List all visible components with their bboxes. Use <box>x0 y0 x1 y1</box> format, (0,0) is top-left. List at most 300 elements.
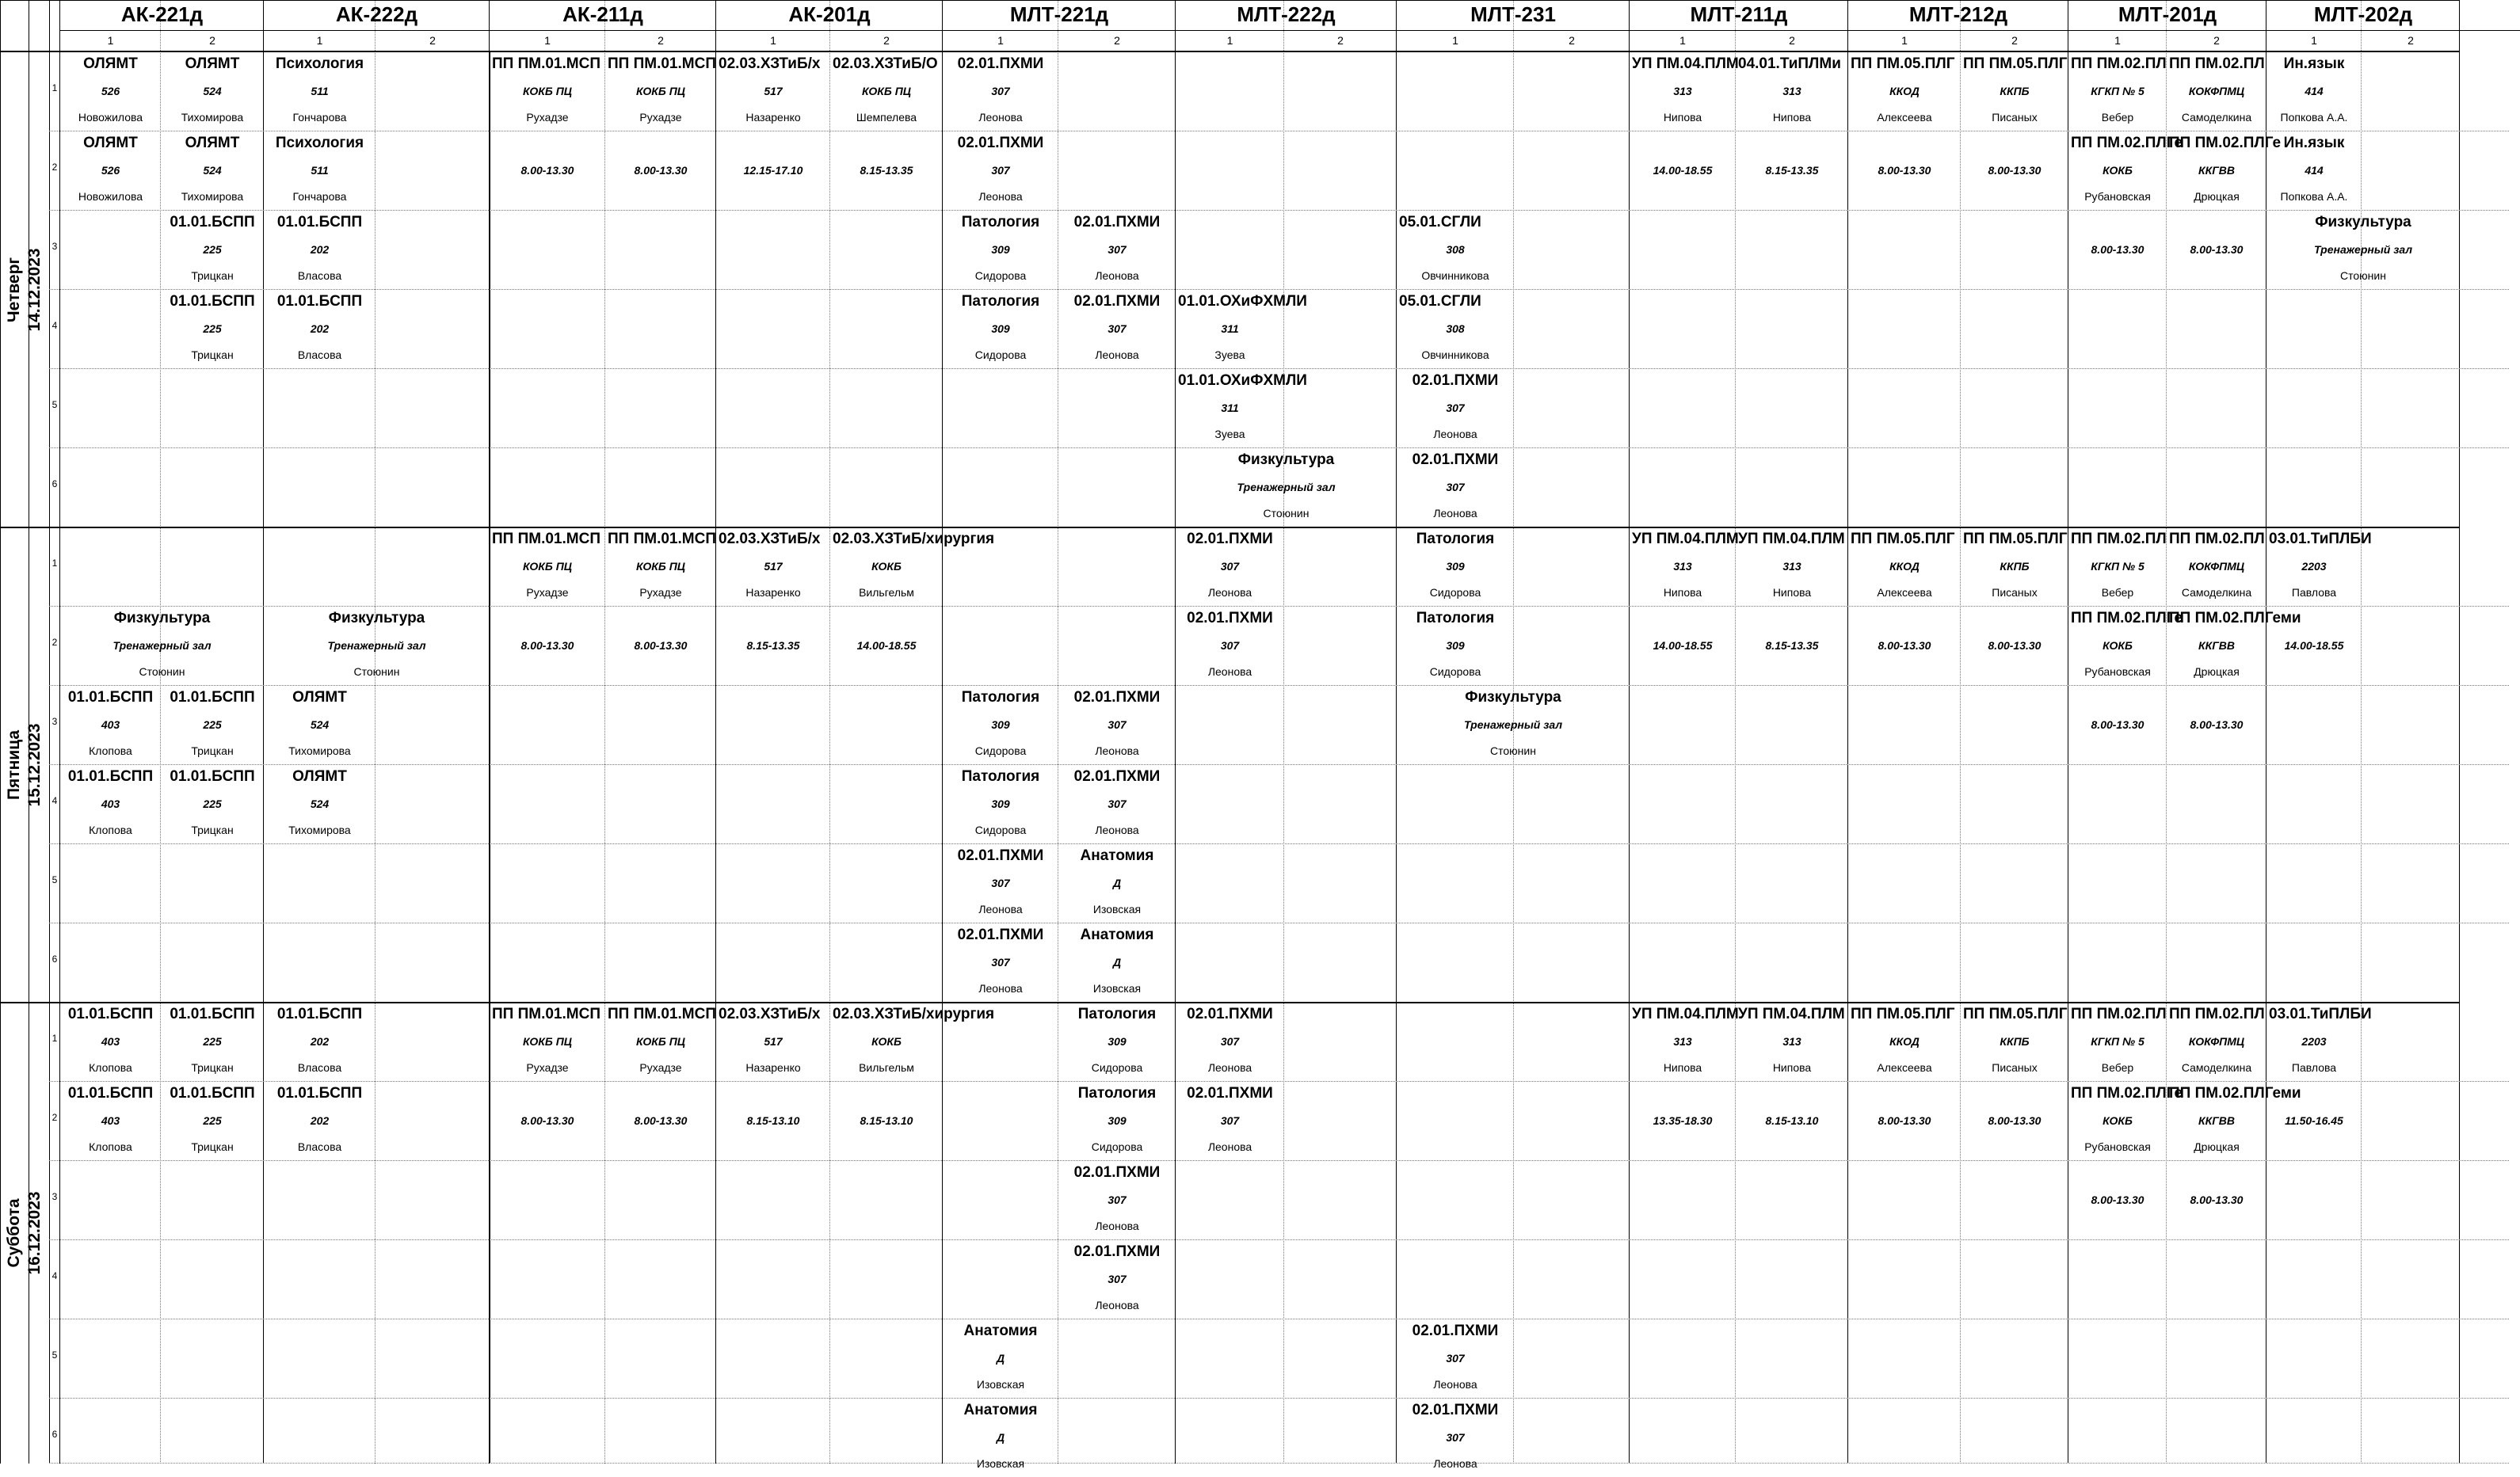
lesson-cell[interactable] <box>1397 1399 1514 1477</box>
room: 8.00-13.30 <box>1878 1114 1931 1127</box>
lesson-cell[interactable] <box>830 607 943 685</box>
lesson-cell[interactable] <box>1630 1003 1739 1081</box>
lesson-cell[interactable] <box>60 1082 161 1160</box>
subject: УП ПМ.04.ПЛМ <box>1738 531 1845 547</box>
room: 309 <box>1108 1114 1127 1127</box>
lesson-cell[interactable] <box>605 1082 716 1160</box>
teacher: Изовская <box>976 1378 1025 1391</box>
group-header[interactable]: МЛТ-212д <box>1908 2 2008 26</box>
lesson-cell[interactable] <box>605 52 716 131</box>
lesson-cell[interactable] <box>490 527 605 606</box>
teacher: Леонова <box>1095 1220 1139 1232</box>
subject: 01.01.БСПП <box>276 214 363 230</box>
teacher: Дрюцкая <box>2194 1140 2240 1153</box>
period-number: 1 <box>51 558 58 569</box>
lesson-cell[interactable] <box>1397 211 1514 289</box>
teacher: Рухадзе <box>639 111 682 124</box>
teacher: Леонова <box>978 982 1023 995</box>
subgroup-number: 2 <box>2011 34 2018 47</box>
lesson-cell[interactable] <box>943 1399 1058 1477</box>
lesson-cell[interactable] <box>1058 844 1176 923</box>
lesson-cell[interactable] <box>716 607 830 685</box>
room: КГКП № 5 <box>2091 1035 2144 1048</box>
group-header[interactable]: МЛТ-202д <box>2313 2 2413 26</box>
subgroup-number: 1 <box>107 34 114 47</box>
room: 309 <box>991 718 1010 731</box>
teacher: Леонова <box>1433 428 1477 440</box>
room: 308 <box>1446 322 1465 335</box>
lesson-cell[interactable] <box>60 131 161 210</box>
teacher: Леонова <box>1433 1457 1477 1470</box>
teacher: Назаренко <box>745 586 801 599</box>
lesson-cell[interactable] <box>716 527 830 606</box>
lesson-cell[interactable] <box>1848 607 1961 685</box>
lesson-cell[interactable] <box>264 686 376 764</box>
lesson-cell[interactable] <box>2266 1003 2372 1081</box>
subject: Ин.язык <box>2283 55 2345 72</box>
room: 8.15-13.10 <box>1765 1114 1819 1127</box>
teacher: Сидорова <box>1429 665 1481 678</box>
subgroup-number: 1 <box>997 34 1004 47</box>
lesson-cell[interactable] <box>60 607 264 685</box>
subject: 02.03.ХЗТиБ/хирургия <box>833 1006 995 1022</box>
lesson-cell[interactable] <box>161 131 264 210</box>
lesson-cell[interactable] <box>1058 1240 1176 1319</box>
room: ККОД <box>1889 560 1920 573</box>
lesson-cell[interactable] <box>1176 1003 1284 1081</box>
lesson-cell[interactable] <box>1397 290 1514 368</box>
subject: Физкультура <box>1465 689 1561 706</box>
room: 403 <box>101 798 120 810</box>
lesson-cell[interactable] <box>2068 211 2167 289</box>
room: 11.50-16.45 <box>2285 1114 2343 1127</box>
group-header[interactable]: МЛТ-222д <box>1237 2 1336 26</box>
teacher: Леонова <box>1095 348 1139 361</box>
lesson-cell[interactable] <box>1397 607 1514 685</box>
lesson-cell[interactable] <box>264 131 376 210</box>
lesson-cell[interactable] <box>161 290 264 368</box>
lesson-cell[interactable] <box>943 131 1058 210</box>
lesson-cell[interactable] <box>943 52 1058 131</box>
lesson-cell[interactable] <box>2167 131 2282 210</box>
lesson-cell[interactable] <box>490 607 605 685</box>
lesson-cell[interactable] <box>161 765 264 843</box>
teacher: Назаренко <box>745 1061 801 1074</box>
group-header[interactable]: АК-211д <box>562 2 643 26</box>
room: ККПБ <box>2000 85 2030 97</box>
lesson-cell[interactable] <box>2068 686 2167 764</box>
lesson-cell[interactable] <box>1961 1082 2068 1160</box>
lesson-cell[interactable] <box>2167 52 2266 131</box>
lesson-cell[interactable] <box>1961 607 2068 685</box>
subject: Анатомия <box>963 1323 1038 1339</box>
subgroup-number: 1 <box>1679 34 1686 47</box>
subgroup-number: 2 <box>883 34 890 47</box>
teacher: Писаных <box>1992 586 2038 599</box>
lesson-cell[interactable] <box>1176 448 1397 527</box>
subject: 02.01.ПХМИ <box>1412 1323 1499 1339</box>
lesson-cell[interactable] <box>60 765 161 843</box>
room: 524 <box>310 798 330 810</box>
lesson-cell[interactable] <box>161 686 264 764</box>
lesson-cell[interactable] <box>1961 1003 2068 1081</box>
grid-line-vertical <box>829 0 830 1464</box>
lesson-cell[interactable] <box>2167 607 2301 685</box>
room: 309 <box>991 322 1010 335</box>
group-header[interactable]: АК-221д <box>120 2 204 26</box>
lesson-cell[interactable] <box>264 607 490 685</box>
teacher: Леонова <box>1433 1378 1477 1391</box>
lesson-cell[interactable] <box>2167 1003 2266 1081</box>
room: ККПБ <box>2000 1035 2030 1048</box>
lesson-cell[interactable] <box>716 52 830 131</box>
room: 8.00-13.30 <box>520 164 574 177</box>
lesson-cell[interactable] <box>264 1003 376 1081</box>
room: 511 <box>311 85 329 97</box>
lesson-cell[interactable] <box>830 527 995 606</box>
subject: 02.03.ХЗТиБ/х <box>719 55 821 72</box>
teacher: Нипова <box>1663 1061 1702 1074</box>
teacher: Писаных <box>1992 111 2038 124</box>
lesson-cell[interactable] <box>1630 52 1739 131</box>
subject: 01.01.ОХиФХМЛИ <box>1178 293 1307 310</box>
subject: 02.01.ПХМИ <box>1412 451 1499 468</box>
room: 524 <box>203 85 222 97</box>
room: 225 <box>203 1114 222 1127</box>
lesson-cell[interactable] <box>161 211 264 289</box>
grid-line-horizontal <box>49 843 2509 844</box>
room: 202 <box>310 1114 330 1127</box>
lesson-cell[interactable] <box>1848 527 1961 606</box>
lesson-cell[interactable] <box>1736 131 1848 210</box>
lesson-cell[interactable] <box>1848 1082 1961 1160</box>
room: 8.00-13.30 <box>1988 1114 2042 1127</box>
lesson-cell[interactable] <box>1961 527 2068 606</box>
lesson-cell[interactable] <box>2167 211 2266 289</box>
group-header[interactable]: АК-201д <box>788 2 871 26</box>
teacher: Новожилова <box>78 190 143 203</box>
subject: ПП ПМ.01.МСП <box>608 1006 716 1022</box>
lesson-cell[interactable] <box>2167 527 2266 606</box>
subject: ПП ПМ.05.ПЛГ <box>1851 1006 1955 1022</box>
lesson-cell[interactable] <box>1630 607 1736 685</box>
room: КГКП № 5 <box>2091 85 2144 97</box>
teacher: Нипова <box>1772 111 1812 124</box>
lesson-cell[interactable] <box>1058 1003 1176 1081</box>
room: 8.00-13.30 <box>1878 164 1931 177</box>
subject: УП ПМ.04.ПЛМ <box>1632 55 1739 72</box>
day-label <box>0 52 49 527</box>
lesson-cell[interactable] <box>2266 52 2362 131</box>
grid-line-horizontal <box>49 764 2509 765</box>
lesson-cell[interactable] <box>1058 290 1176 368</box>
teacher: Изовская <box>1092 903 1142 916</box>
teacher: Изовская <box>1092 982 1142 995</box>
lesson-cell[interactable] <box>943 844 1058 923</box>
subject: ПП ПМ.05.ПЛГ <box>1963 1006 2068 1022</box>
subject: ПП ПМ.02.ПЛ <box>2169 531 2265 547</box>
lesson-cell[interactable] <box>1736 1082 1848 1160</box>
lesson-cell[interactable] <box>2068 607 2183 685</box>
weekday: Пятница <box>5 729 23 801</box>
grid-line-horizontal <box>49 1463 2509 1464</box>
room: КОКБ ПЦ <box>636 560 685 573</box>
lesson-cell[interactable] <box>1058 1082 1176 1160</box>
lesson-cell[interactable] <box>1397 369 1514 447</box>
room: 8.00-13.30 <box>1988 639 2042 652</box>
teacher: Стоюнин <box>2340 269 2386 282</box>
lesson-cell[interactable] <box>716 1082 830 1160</box>
lesson-cell[interactable] <box>943 290 1058 368</box>
weekday: Суббота <box>5 1198 23 1268</box>
period-number: 3 <box>51 241 58 252</box>
teacher: Власова <box>297 1140 342 1153</box>
lesson-cell[interactable] <box>1630 131 1736 210</box>
lesson-cell[interactable] <box>943 211 1058 289</box>
lesson-cell[interactable] <box>1397 1319 1514 1398</box>
group-header[interactable]: МЛТ-201д <box>2118 2 2217 26</box>
room: 313 <box>1782 85 1801 97</box>
room: 2203 <box>2301 1035 2327 1048</box>
lesson-cell[interactable] <box>1058 211 1176 289</box>
lesson-cell[interactable] <box>943 765 1058 843</box>
lesson-cell[interactable] <box>264 1082 376 1160</box>
lesson-cell[interactable] <box>161 52 264 131</box>
teacher: Вебер <box>2101 111 2134 124</box>
subject: Патология <box>1416 610 1495 626</box>
subject: 02.01.ПХМИ <box>957 135 1044 151</box>
lesson-cell[interactable] <box>1848 52 1961 131</box>
subject: ОЛЯМТ <box>185 135 240 151</box>
teacher: Леонова <box>1207 1140 1252 1153</box>
lesson-cell[interactable] <box>943 923 1058 1002</box>
teacher: Трицкан <box>191 348 234 361</box>
teacher: Вебер <box>2101 586 2134 599</box>
lesson-cell[interactable] <box>1397 527 1514 606</box>
room: 225 <box>203 718 222 731</box>
lesson-cell[interactable] <box>605 131 716 210</box>
lesson-cell[interactable] <box>2068 527 2167 606</box>
subject: 01.01.БСПП <box>67 1085 154 1102</box>
subject: Психология <box>275 55 364 72</box>
lesson-cell[interactable] <box>605 607 716 685</box>
subject: Анатомия <box>1080 847 1154 864</box>
room: ККГВВ <box>2198 639 2236 652</box>
lesson-cell[interactable] <box>830 1082 943 1160</box>
lesson-cell[interactable] <box>716 131 830 210</box>
lesson-cell[interactable] <box>2068 52 2167 131</box>
lesson-cell[interactable] <box>2266 527 2372 606</box>
room: 313 <box>1673 560 1692 573</box>
room: 8.00-13.30 <box>520 639 574 652</box>
subject: Патология <box>961 768 1040 785</box>
lesson-cell[interactable] <box>1176 369 1307 447</box>
lesson-cell[interactable] <box>943 1319 1058 1398</box>
room: 2203 <box>2301 560 2327 573</box>
room: 309 <box>1108 1035 1127 1048</box>
room: 14.00-18.55 <box>856 639 917 652</box>
subject: 01.01.БСПП <box>170 1006 255 1022</box>
lesson-cell[interactable] <box>490 131 605 210</box>
lesson-cell[interactable] <box>1961 52 2068 131</box>
room: 517 <box>764 1035 783 1048</box>
lesson-cell[interactable] <box>2068 1082 2183 1160</box>
lesson-cell[interactable] <box>264 765 376 843</box>
room: 8.15-13.35 <box>1765 164 1819 177</box>
lesson-cell[interactable] <box>2068 1161 2167 1239</box>
subject: Патология <box>1077 1006 1157 1022</box>
room: 8.00-13.30 <box>1878 639 1931 652</box>
room: 517 <box>764 85 783 97</box>
lesson-cell[interactable] <box>264 52 376 131</box>
lesson-cell[interactable] <box>1058 1161 1176 1239</box>
grid-line-vertical <box>1283 0 1284 1464</box>
teacher: Овчинникова <box>1421 348 1489 361</box>
subject: 01.01.БСПП <box>67 768 154 785</box>
lesson-cell[interactable] <box>716 1003 830 1081</box>
teacher: Клопова <box>89 1061 132 1074</box>
lesson-cell[interactable] <box>1848 1003 1961 1081</box>
teacher: Стоюнин <box>139 665 185 678</box>
subject: 02.03.ХЗТиБ/х <box>719 531 821 547</box>
subgroup-number: 2 <box>1337 34 1344 47</box>
teacher: Изовская <box>976 1457 1025 1470</box>
lesson-cell[interactable] <box>1736 527 1848 606</box>
lesson-cell[interactable] <box>2266 607 2362 685</box>
lesson-cell[interactable] <box>1630 527 1739 606</box>
subgroup-number: 1 <box>544 34 551 47</box>
lesson-cell[interactable] <box>2266 211 2460 289</box>
group-header[interactable]: МЛТ-231 <box>1470 2 1556 26</box>
lesson-cell[interactable] <box>2266 131 2362 210</box>
day-label-text <box>4 1191 45 1274</box>
lesson-cell[interactable] <box>490 1082 605 1160</box>
lesson-cell[interactable] <box>2266 1082 2362 1160</box>
subject: 02.03.ХЗТиБ/О <box>833 55 938 72</box>
subject: Психология <box>275 135 364 151</box>
lesson-cell[interactable] <box>830 52 943 131</box>
group-header[interactable]: МЛТ-221д <box>1009 2 1109 26</box>
lesson-cell[interactable] <box>1176 527 1284 606</box>
subgroup-number: 2 <box>2213 34 2220 47</box>
lesson-cell[interactable] <box>490 1003 605 1081</box>
grid-line-horizontal <box>49 1398 2509 1399</box>
lesson-cell[interactable] <box>2068 131 2183 210</box>
day-label <box>0 1003 49 1464</box>
period-number: 5 <box>51 1349 58 1361</box>
subject: 01.01.ОХиФХМЛИ <box>1178 372 1307 389</box>
subgroup-number: 1 <box>316 34 323 47</box>
lesson-cell[interactable] <box>1058 923 1176 1002</box>
lesson-cell[interactable] <box>2068 1003 2167 1081</box>
lesson-cell[interactable] <box>1397 448 1514 527</box>
teacher: Рубановская <box>2084 190 2151 203</box>
lesson-cell[interactable] <box>830 131 943 210</box>
teacher: Леонова <box>1207 1061 1252 1074</box>
teacher: Дрюцкая <box>2194 190 2240 203</box>
room: 307 <box>1108 243 1127 256</box>
room: КОКБ <box>2103 1114 2133 1127</box>
lesson-cell[interactable] <box>605 1003 716 1081</box>
group-header[interactable]: АК-222д <box>335 2 418 26</box>
lesson-cell[interactable] <box>1397 686 1630 764</box>
subgroup-number: 1 <box>1901 34 1908 47</box>
lesson-cell[interactable] <box>1848 131 1961 210</box>
lesson-cell[interactable] <box>1736 52 1848 131</box>
teacher: Нипова <box>1663 111 1702 124</box>
teacher: Павлова <box>2291 1061 2337 1074</box>
lesson-cell[interactable] <box>60 686 161 764</box>
lesson-cell[interactable] <box>1176 290 1307 368</box>
room: 14.00-18.55 <box>1653 164 1713 177</box>
lesson-cell[interactable] <box>1058 686 1176 764</box>
date: 15.12.2023 <box>25 723 44 807</box>
subject: ПП ПМ.05.ПЛГ <box>1963 55 2068 72</box>
room: 307 <box>991 877 1010 889</box>
subject: 01.01.БСПП <box>276 1006 363 1022</box>
teacher: Попкова А.А. <box>2280 190 2348 203</box>
teacher: Писаных <box>1992 1061 2038 1074</box>
lesson-cell[interactable] <box>2167 1082 2301 1160</box>
period-number: 4 <box>51 1270 58 1281</box>
teacher: Тихомирова <box>288 824 351 836</box>
lesson-cell[interactable] <box>1630 1082 1736 1160</box>
subject: ПП ПМ.02.ПЛ <box>2071 531 2167 547</box>
room: 313 <box>1673 85 1692 97</box>
room: Тренажерный зал <box>2313 243 2413 256</box>
lesson-cell[interactable] <box>161 1003 264 1081</box>
teacher: Сидорова <box>974 824 1027 836</box>
subgroup-number: 1 <box>770 34 776 47</box>
lesson-cell[interactable] <box>1176 607 1284 685</box>
lesson-cell[interactable] <box>2167 686 2266 764</box>
lesson-cell[interactable] <box>830 1003 995 1081</box>
room: Тренажерный зал <box>1463 718 1563 731</box>
room: КОКБ <box>871 560 902 573</box>
grid-line-horizontal <box>60 30 2520 31</box>
lesson-cell[interactable] <box>1058 765 1176 843</box>
room: 8.00-13.30 <box>2190 1193 2244 1206</box>
lesson-cell[interactable] <box>264 290 376 368</box>
lesson-cell[interactable] <box>2167 1161 2266 1239</box>
lesson-cell[interactable] <box>264 211 376 289</box>
lesson-cell[interactable] <box>943 686 1058 764</box>
subject: Ин.язык <box>2283 135 2345 151</box>
room: 311 <box>1221 322 1239 335</box>
lesson-cell[interactable] <box>1736 607 1848 685</box>
subject: ПП ПМ.02.ПЛ <box>2169 55 2265 72</box>
lesson-cell[interactable] <box>1961 131 2068 210</box>
room: 307 <box>1108 322 1127 335</box>
lesson-cell[interactable] <box>490 52 605 131</box>
grid-line-vertical <box>489 52 490 1464</box>
room: КОКБ ПЦ <box>523 85 572 97</box>
lesson-cell[interactable] <box>605 527 716 606</box>
lesson-cell[interactable] <box>1736 1003 1848 1081</box>
subject: ОЛЯМТ <box>292 689 347 706</box>
room: 307 <box>1220 639 1240 652</box>
teacher: Сидорова <box>974 744 1027 757</box>
subject: 02.01.ПХМИ <box>1073 768 1161 785</box>
group-header[interactable]: МЛТ-211д <box>1690 2 1788 26</box>
subject: 02.01.ПХМИ <box>1187 1085 1273 1102</box>
lesson-cell[interactable] <box>60 1003 161 1081</box>
lesson-cell[interactable] <box>1176 1082 1284 1160</box>
lesson-cell[interactable] <box>60 52 161 131</box>
lesson-cell[interactable] <box>161 1082 264 1160</box>
subject: ОЛЯМТ <box>83 135 138 151</box>
teacher: Сидорова <box>1091 1140 1143 1153</box>
